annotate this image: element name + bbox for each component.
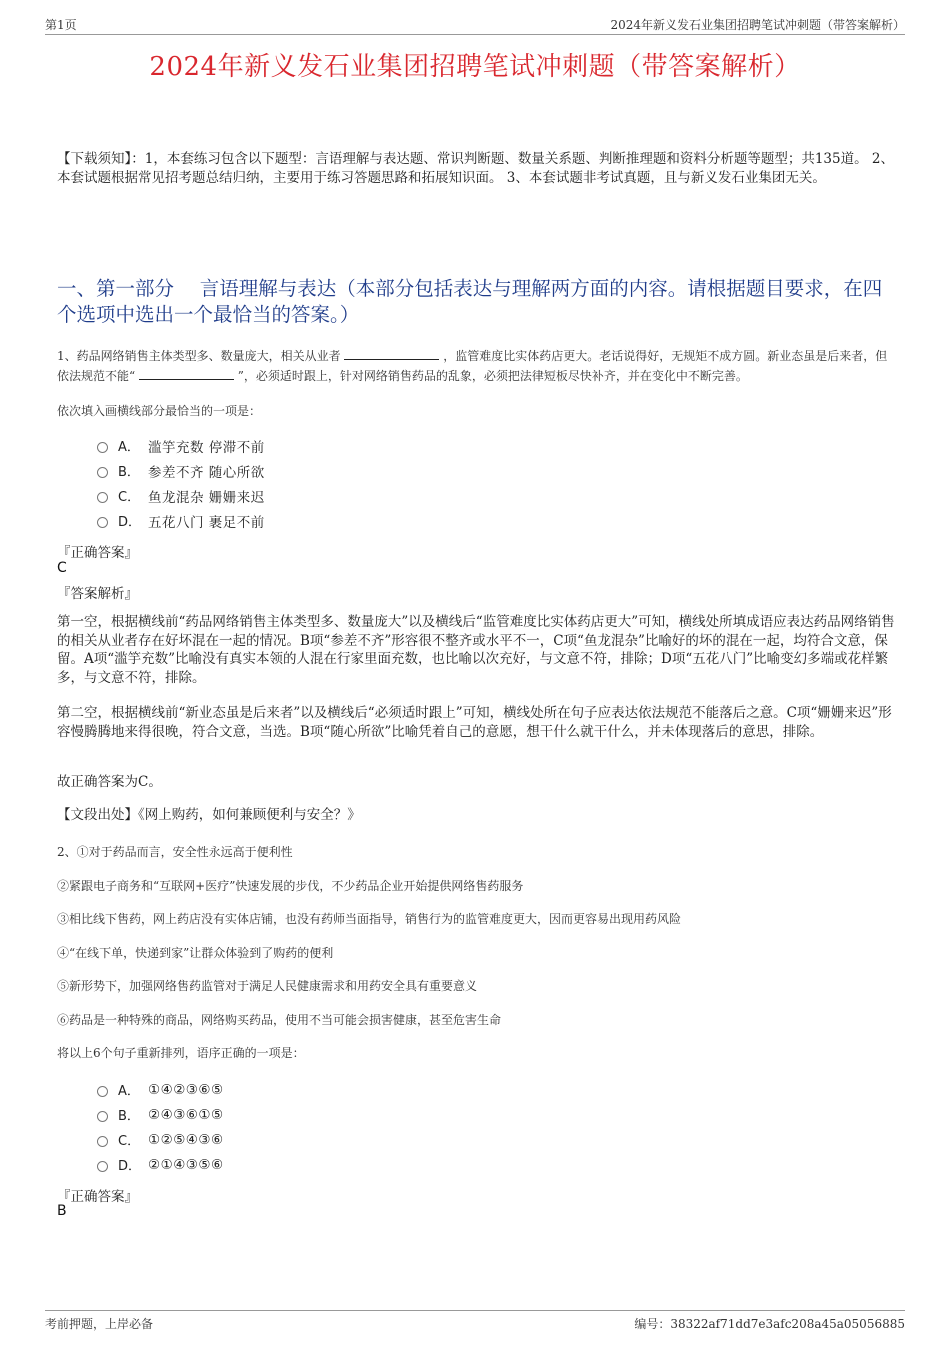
radio-icon[interactable] [97,442,108,453]
radio-icon[interactable] [97,492,108,503]
question-2-sentence-5: ⑤新形势下，加强网络售药监管对于满足人民健康需求和用药安全具有重要意义 [57,979,478,993]
radio-icon[interactable] [97,1136,108,1147]
page-number: 第1页 [45,18,77,32]
question-1-analysis-p2: 第二空，根据横线前“新业态虽是后来者”以及横线后“必须适时跟上”可知，横线处所在句子应表达依法规范不能落后之意。C项“姗姗来迟”形容慢腾腾地来得很晚，符合文意，当选。B项“随心所欲”比喻凭着自己的意愿，想干什么就干什么，并未体现落后的意思，排除。 [57,705,892,740]
question-2-option-d[interactable]: D． ②①④③⑤⑥ [97,1152,224,1177]
footer-code: 编号：38322af71dd7e3afc208a45a05056885 [634,1317,905,1331]
question-1-options [97,433,265,533]
question-1-analysis-p1: 第一空，根据横线前“药品网络销售主体类型多、数量庞大”以及横线后“监管难度比实体药店更大”可知，横线处所填成语应表达药品网络销售的相关从业者存在好坏混在一起的情况。B项“参差不齐”形容很不整齐或水平不一，C项“鱼龙混杂”比喻好的坏的混在一起，均符合文意，保留。A项“滥竽充数”比喻没有真实本领的人混在行家里面充数，也比喻以次充好，与文意不符，排除；D项“五花八门”比喻变幻多端或花样繁多，与文意不符，排除。 [57,614,895,686]
header-doc-title: 2024年新义发石业集团招聘笔试冲刺题（带答案解析） [610,18,905,32]
page-header [45,14,905,35]
question-2-option-c[interactable]: C． ①②⑤④③⑥ [97,1127,224,1152]
question-2-sentence-3: ③相比线下售药，网上药店没有实体店铺，也没有药师当面指导，销售行为的监管难度更大，因而更容易出现用药风险 [57,912,682,926]
question-1-stem-part3: ”，必须适时跟上，针对网络销售药品的乱象，必须把法律短板尽快补齐，并在变化中不断完善。 [237,369,748,383]
question-1-analysis-label: 『答案解析』 [57,586,138,602]
question-1-conclusion: 故正确答案为C。 [57,774,162,790]
footer-motto: 考前押题，上岸必备 [45,1317,154,1331]
section-heading: 一、第一部分 言语理解与表达（本部分包括表达与理解两方面的内容。请根据题目要求，在四个选项中选出一个最恰当的答案。） [57,277,883,326]
download-notice: 【下载须知】：1，本套练习包含以下题型：言语理解与表达题、常识判断题、数量关系题、判断推理题和资料分析题等题型；共135道。 2、本套试题根据常见招考题总结归纳，主要用于练习答题思路和拓展知识面。 3、本套试题非考试真题，且与新义发石业集团无关。 [57,151,894,186]
question-2-correct-answer: B [57,1203,67,1219]
question-2-options [97,1077,224,1177]
question-1-option-c[interactable]: C． 鱼龙混杂 姗姗来迟 [97,483,265,508]
question-2-option-a[interactable]: A． ①④②③⑥⑤ [97,1077,224,1102]
radio-icon[interactable] [97,1086,108,1097]
blank-1 [344,347,439,360]
question-2-option-b[interactable]: B． ②④③⑥①⑤ [97,1102,224,1127]
question-1-stem-part1: 1、药品网络销售主体类型多、数量庞大，相关从业者 [57,349,341,363]
question-1-option-d[interactable]: D． 五花八门 裹足不前 [97,508,265,533]
question-2-sentence-4: ④“在线下单，快递到家”让群众体验到了购药的便利 [57,946,334,960]
radio-icon[interactable] [97,517,108,528]
question-1-stem-part2: ，监管难度比实体药店更大。老话说得好，无规矩不成方圆。新业态虽是后来者，但依法规范不能“ [57,349,888,383]
radio-icon[interactable] [97,467,108,478]
question-1-option-a[interactable]: A． 滥竽充数 停滞不前 [97,433,265,458]
question-1-option-b[interactable]: B． 参差不齐 随心所欲 [97,458,265,483]
question-2-sentence-6: ⑥药品是一种特殊的商品，网络购买药品，使用不当可能会损害健康，甚至危害生命 [57,1013,502,1027]
question-2-sentence-1: 2、①对于药品而言，安全性永远高于便利性 [57,845,293,859]
question-2-sentence-2: ②紧跟电子商务和“互联网+医疗”快速发展的步伐，不少药品企业开始提供网络售药服务 [57,879,524,893]
question-2-correct-label: 『正确答案』 [57,1189,138,1205]
radio-icon[interactable] [97,1111,108,1122]
blank-2 [139,367,234,380]
question-1-source: 【文段出处】《网上购药，如何兼顾便利与安全？》 [57,807,361,823]
question-2-prompt: 将以上6个句子重新排列，语序正确的一项是： [57,1046,305,1060]
document-title: 2024年新义发石业集团招聘笔试冲刺题（带答案解析） [149,52,801,82]
question-1-stem [57,346,897,386]
question-1-correct-label: 『正确答案』 [57,545,138,561]
question-1-prompt: 依次填入画横线部分最恰当的一项是： [57,404,262,418]
page-footer [45,1310,905,1333]
question-1-correct-answer: C [57,560,67,576]
radio-icon[interactable] [97,1161,108,1172]
